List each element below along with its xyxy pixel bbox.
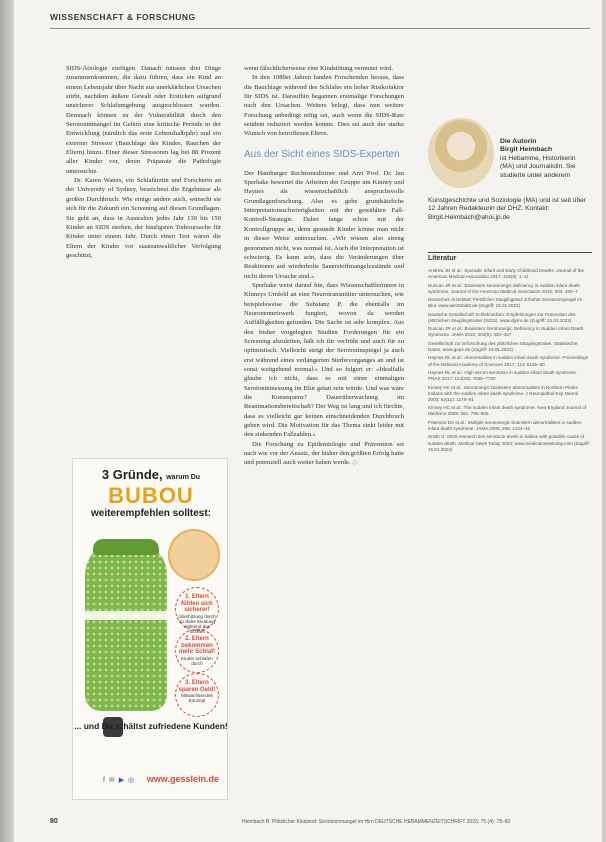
ad-subtitle: weiterempfehlen solltest: [90,508,212,519]
page-gutter-shadow [0,0,14,842]
paragraph [244,440,404,468]
subheading: Aus der Sicht eines SIDS-Experten [244,148,400,160]
author-bio-continued: Kunstgeschichte und Soziologie (MA) und ist seit über 12 Jahren Redakteurin der DHZ. Kontakt: Birgit.Heimbach@ahoi.jp.de [428,197,586,221]
ad-title-big: 3 Gründe, [101,467,163,482]
literature-entry: Andrew JD et al.: Sporadic Infant and Early Childhood Deaths. Journal of the American Medical Association 2017; 418(9): 1–11 [428,268,585,280]
author-heading: Die Autorin [500,138,537,145]
literature-entry: Duncan JR et al.: Brainstem Serotonergic Deficiency in Sudden Infant Death Syndrome. JAMA 2010; 303(5): 430–437 [428,326,584,338]
ad-title-small: warum Du [166,474,201,481]
paragraph: SIDS-Ätiologie einfügen. Danach müssen drei Dinge zusammenkommen, die dazu führen, dass ein Kind an einem Lebensjahr über Nacht aus unerklärlichen Ursachen stirbt, nachdem äußere Gewalt oder Ersticken aufgrund unsicherer Schlafumgebung ausgeschlossen wurden. Demnach können zu der Vulnerabilität durch den Serotoninmangel im Gehirn eine kritische Periode in der Entwicklung (nämlich das erste Lebenshalbjahr) und ein externer Stressor (Bauchlage des Kindes, Rauchen der Eltern) hinzu. Einer dieser Stressoren lag bei 88 Prozent aller Kinder vor, deren Präparate die Pathologie untersuchte. [66,65,221,175]
literature-heading: Literatur [428,255,457,262]
author-box [500,138,590,180]
text-column-1 [66,64,221,260]
literature-entry: Gesellschaft zur Erforschung des plötzlichen Säuglingstodes: Statistische Daten. www.geps.de (Zugriff: 19.01.2023) [428,340,578,352]
ad-url-link[interactable]: www.gesslein.de [146,774,219,784]
literature-entry: Kinney HC et al.: The sudden infant death syndrome. New England Journal of Medicine 2009; 361: 795–805 [428,405,586,417]
author-name: Birgit Heimbach [500,146,553,154]
literature-entry: Paterson DS et al.: Multiple serotonergic brainstem abnormalities in sudden infant death syndrome. JAMA 2006; 296: 2124–32 [428,419,582,431]
paragraph-text: Die Forschung zu Epidemiologie und Prävention sei nach wie vor der Ansatz, der bisher den größten Erfolg hatte und potenziell auch weiter haben werde. [244,440,404,467]
literature-entry: Duncan JR et al.: Brainstem serotonergic deficiency in sudden infant death syndrome. Journal of the American Medical Association 2010; 303: 430–7 [428,282,580,294]
paragraph: Dr. Karen Waters, ein Schlafärztin und Forscherin an der University of Sydney, bezeichnet die Ergebnisse als großen Durchbruch. Wie einige andere auch, wünscht sie sich für die Zukunft ein Screening auf diesen Grundlagen. Sie geht an, dass in Australien jedes Jahr 130 bis 150 Kinder an SIDS sterben, der häufigsten Todesursache für Kinder unter einem Jahr. Durch einen Test wären die Eltern der Kinder vor staatsanwaltlicher Verfolgung geschützt, [66,177,221,259]
advertisement[interactable] [72,458,228,800]
reason-bubble-3 [175,673,219,717]
paragraph: Der Hamburger Rechtsmediziner und Arzt Prof. Dr. Jan Sperhake bewertet die Arbeiten der Gruppe um Kinney und Haynes als wissenschaftlich anspruchsvolle Grundlagenforschung. Also es gebe grundsätzliche Interpretationsschwierigkeiten mit der gewählten Fall-Kontroll-Strategie. Dabei fange schon mit der Kontrollgruppe an, denn gesunde Kinder könne man nicht in dieser Weise untersuchen. »Wir wissen also streng genommen nicht, was normal ist. Auch die Interpretation ist schwierig. Es kann sein, dass die Veränderungen über Reaktionen auf wiederholte Sauerstoffmangelzustände und nicht deren Ursache sind.« [244,169,404,280]
paragraph: Sperhake weist darauf hin, dass Wissenschaftlerinnen in Kinneys Umfeld an eine Neurotransmitter untersuchen, wie beispielsweise die Substanz P, die ebenfalls im Neuronennetzwerk fungiert, wovon da werden Auffälligkeiten gefunden. Die Sache ist sehr komplex. Aus den bisher vorgelegten Studien Forderungen für ein Screening abzuleiten, hält ich für verfrüht und auch für zu optimistisch. Vielleicht steigt der Serotoninspiegel ja auch erst während eines verlängerten Sterbevorganges an und ist sonst weitgehend normal.« Und so folgert er: »Idealfalls glaube ich nicht, dass es mit einer einmaligen Serotoninmessung im Blut getan sein würde. Und was wäre die Konsequenz? Dauerüberwachung im Reanimationsbereitschaft? Der Weg ist lang und ich fürchte, dass es vielleicht gar keinen einschneidenden Durchbruch geben wird. Die Motivation für das Thema sinkt leider mit den sinkenden Fallzahlen.« [244,281,404,439]
author-bio: ist Hebamme, Historikerin (MA) und Journalistin. Sie studierte unter anderem [500,154,576,179]
social-icons[interactable]: f ✉ ▶ ◎ [103,777,136,784]
literature-list [428,268,590,455]
sleeping-bag-collar [93,539,159,555]
sleeping-bag-illustration [85,541,167,711]
reason-title: 1. Eltern fühlen sich sicherer! [181,594,213,613]
reason-title: 3. Eltern sparen Geld! [178,680,216,693]
text-column-2 [244,64,404,468]
author-photo [428,118,494,188]
literature-entry: Deutsches Ärzteblatt: Plötzlicher Säuglingstod: Erhöhte Serotoninspiegel im Blut. www.aerzteblatt.de (Zugriff: 19.01.2023) [428,297,583,309]
footer-citation: Heimbach B: Plötzlicher Kindstod: Serotoninmangel im Hirn DEUTSCHE HEBAMMENZEITSCHRIFT 2023; 75 (4): 78–80 [242,819,511,825]
paragraph: In den 1980er Jahren fanden Forschenden heraus, dass die Bauchlage während des Schlafes ein hoher Risikofaktor für SIDS ist. Daraufhin begannen erstmalige Forschungen nach den Ursachen. Weiters belegt, dass nun weitere Forschung unbedingt nötig sei, auch wenn die SIDS-Rate seitdem reduziert werden konnte. Dies sei auch der starke Wunsch von betroffenen Eltern. [244,74,404,138]
literature-rule [428,252,592,253]
reason-text: Kinder schlafen durch [181,655,213,666]
literature-entry: Kinney HC et al.: Serotonergic brainstem abnormalities in Northern Plains Indians with the sudden infant death syndrome. J Neuropathol Exp Neurol 2003; 62(11): 1178–91 [428,384,579,402]
ad-closing-line: ... und Du erhältst zufriedene Kunden! [74,721,228,731]
reason-bubble-2 [175,629,219,673]
sleeping-bag-band [85,611,167,620]
page-number: 80 [50,818,58,825]
reason-title: 2. Eltern bekommen mehr Schlaf! [178,636,216,655]
ad-title [79,467,223,482]
end-mark-icon: ◇ [352,459,358,467]
clock-illustration [168,529,220,581]
reason-text: Überhitzung durch zu dicke Kleidung während des Schlafs [178,613,216,635]
header-rule [50,28,590,29]
literature-entry: Haynes RL et al.: High serum serotonin in sudden infant death syndrome. PNAS 2017; 114(29): 7695–7700 [428,370,578,382]
literature-entry: Smith U: SIDS research ties serotonin levels in babies with possible cause of sudden death. Medical News Today 2023; www.medicalnewstoday.com (Zugriff: 19.01.2023) [428,434,590,452]
magazine-page [14,0,602,842]
literature-entry: Deutsche Gesellschaft Schlafmedizin: Empfehlungen zur Prävention des plötzlichen Säuglingstodes (SIDS). www.dgsm.de (Zugriff: 23.03.2023) [428,311,576,323]
reason-text: Mitwachsendes Konzept [181,693,213,704]
ad-brand-logo: BUBOU [108,483,194,508]
literature-entry: Haynes RL et al.: Abnormalities in sudden infant death syndrome. Proceedings of the National Academy of Sciences 2017; 114: 5125–30 [428,355,588,367]
paragraph: wenn fälschlicherweise eine Kindstötung vermutet wird. [244,65,394,72]
reason-bubble-1 [175,587,219,635]
section-header: WISSENSCHAFT & FORSCHUNG [50,12,196,22]
